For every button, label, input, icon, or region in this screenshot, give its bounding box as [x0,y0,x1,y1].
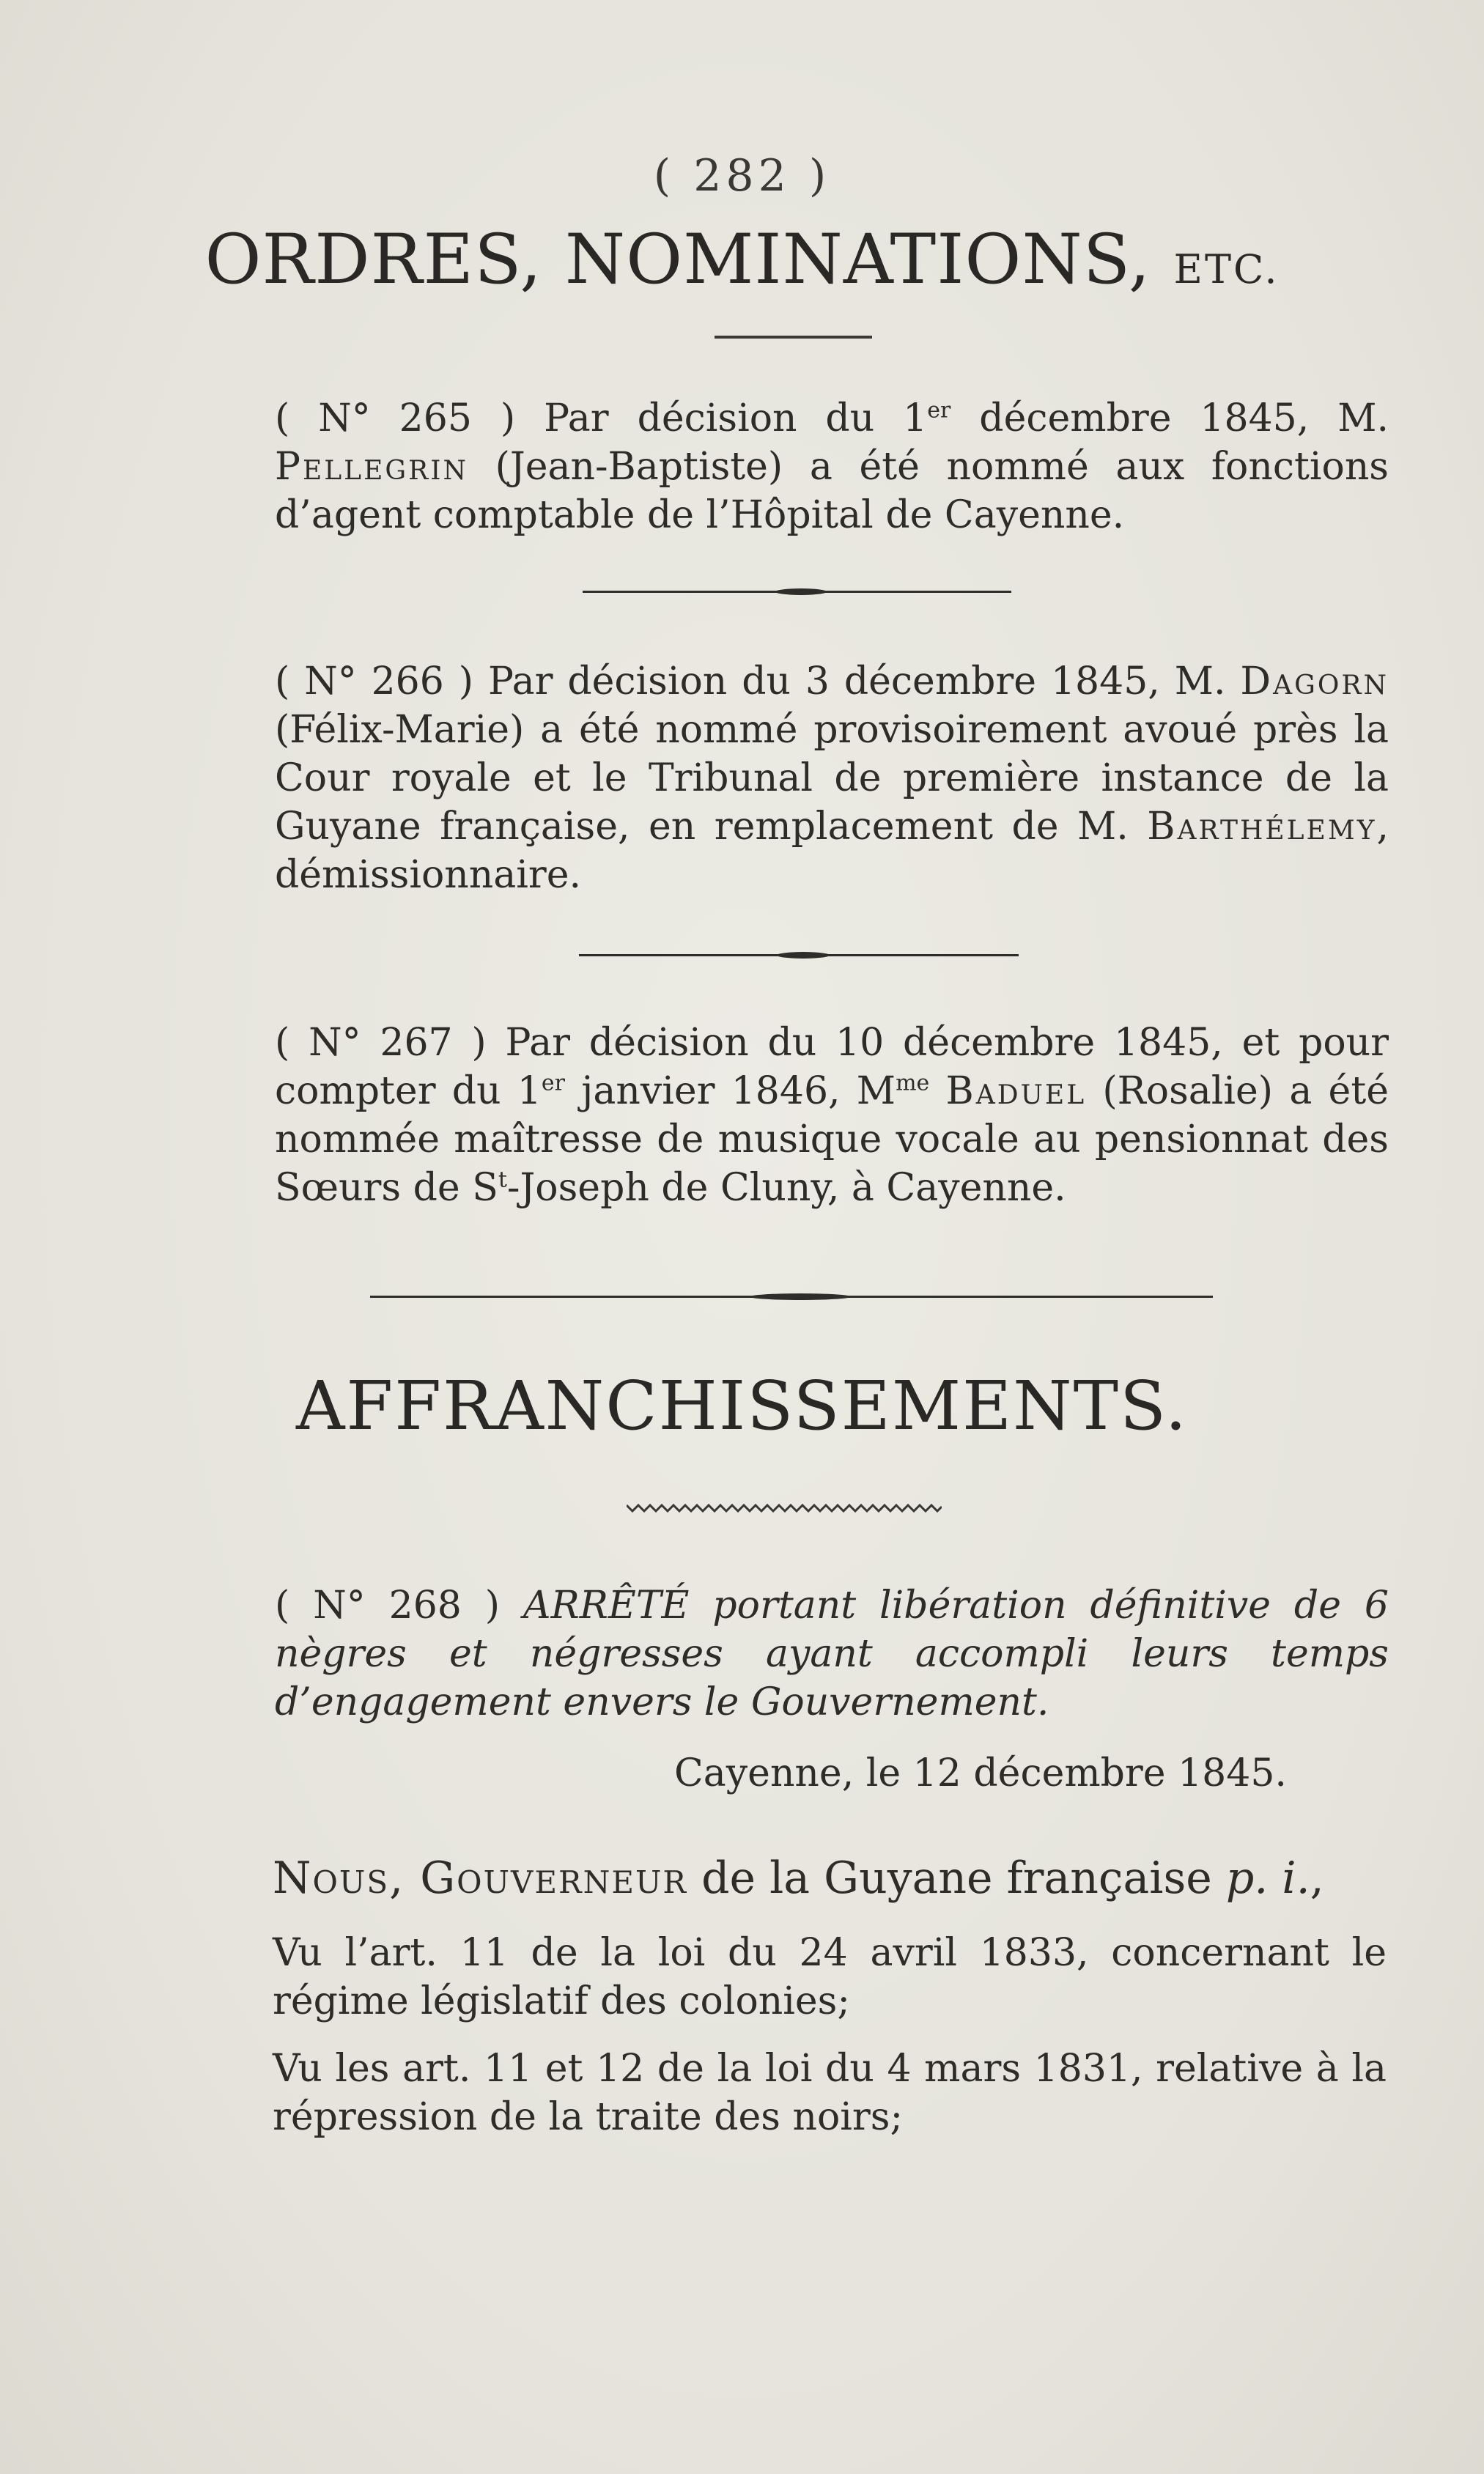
separator-rule [370,1296,1213,1298]
entry-number: ( N° 266 ) [275,660,474,704]
entry-number: ( N° 265 ) [275,396,516,440]
entry-text-before: Par décision du 1 [544,396,928,440]
separator-rule [583,591,1011,593]
preamble-italic: p. i. [1225,1853,1310,1904]
entry-text-middle: (Félix-Marie) a été nommé provisoirement avoué près la Cour royale et le Tribunal de première instance de la Guyane française, en remplacement de M. [275,708,1389,849]
separator-rule [579,954,1019,956]
entry-268 [275,1581,1389,1727]
entry-superscript: er [541,1070,565,1096]
entry-number: ( N° 268 ) [275,1584,501,1628]
entry-text-after: , démissionnaire. [275,805,1389,897]
preamble-end: , [1310,1853,1324,1904]
entry-name: Pellegrin [275,445,468,489]
entry-text-middle: janvier 1846, M [565,1069,896,1113]
title-rule [715,336,872,339]
preamble-nous: Nous, Gouverneur [273,1853,688,1904]
page-title [0,220,1484,300]
entry-text-end: -Joseph de Cluny, à Cayenne. [506,1166,1066,1210]
vu-clause-1: Vu l’art. 11 de la loi du 24 avril 1833, concernant le régime législatif des colonies; [273,1931,1387,2023]
entry-superscript-2: me [896,1070,930,1096]
page-number: ( 282 ) [653,150,831,202]
entry-name-2: Barthélemy [1147,805,1377,849]
preamble-line [273,1853,1401,1904]
entry-number: ( N° 267 ) [275,1021,487,1065]
entry-text-middle: décembre 1845, M. [950,396,1389,440]
page-title-suffix: ETC. [1173,246,1280,292]
entry-266 [275,657,1389,899]
entry-text-after: (Rosalie) a été nommée maîtresse de musique vocale au pensionnat des Sœurs de S [275,1069,1389,1210]
page-title-text: ORDRES, NOMINATIONS, [204,220,1151,300]
arrete-title: ARRÊTÉ portant libération définitive de 6 nègres et négresses ayant accompli leurs temps d’engagement envers le Gouvernement. [275,1584,1389,1724]
entry-267 [275,1019,1389,1212]
entry-text-before: Par décision du 3 décembre 1845, M. [487,660,1241,704]
entry-superscript-3: t [498,1167,507,1193]
vu-clause-2: Vu les art. 11 et 12 de la loi du 4 mars 1831, relative à la répression de la traite des noirs; [273,2047,1387,2139]
dateline: Cayenne, le 12 décembre 1845. [674,1751,1287,1795]
entry-text-after: (Jean-Baptiste) a été nommé aux fonctions d’agent comptable de l’Hôpital de Cayenne. [275,445,1389,537]
entry-superscript: er [927,397,951,424]
section-title: AFFRANCHISSEMENTS. [295,1367,1189,1445]
entry-name: Dagorn [1240,660,1389,704]
zigzag-ornament [627,1504,942,1513]
entry-265 [275,394,1389,539]
entry-text-before: Par décision du 10 décembre 1845, et pour compter du 1 [275,1021,1389,1113]
entry-name: Baduel [945,1069,1087,1113]
preamble-text: de la Guyane française [687,1853,1226,1904]
